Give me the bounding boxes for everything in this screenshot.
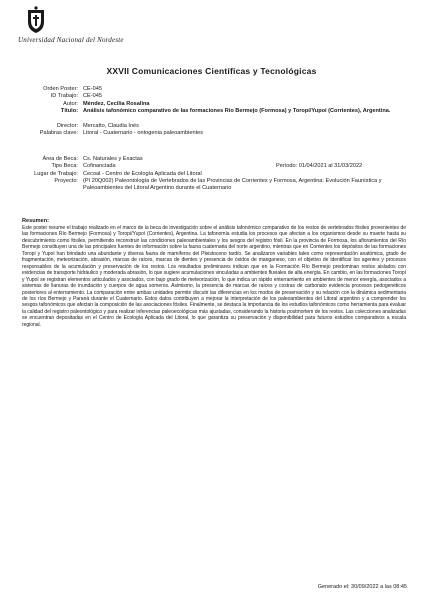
proyecto-value: (PI 20Q002) Paleontología de Vertebrados de las Provincias de Corrientes y Formosa, Argentina: Evolución Faunística y Paleoambientes del Litoral Argentino durante el Cuaternario bbox=[83, 178, 382, 192]
university-name: Universidad Nacional del Nordeste bbox=[18, 36, 124, 44]
area-label: Área de Beca: bbox=[42, 156, 78, 162]
director-value: Mercatto, Claudia Inés bbox=[83, 122, 139, 129]
abstract-section bbox=[22, 218, 406, 328]
metadata-block-main bbox=[0, 86, 423, 138]
row-palabras bbox=[0, 130, 423, 137]
row-tipo bbox=[0, 163, 423, 170]
lugar-label: Lugar de Trabajo: bbox=[34, 170, 78, 177]
abstract-text: Este poster resume el trabajo realizado en el marco de la beca de investigación sobre el análisis tafonómico comparativo de los restos de vertebrados fósiles provenientes de las formaciones Río Bermejo (Formosa) y Toropí/Yupoí (Corrientes), Argentina. La tafonomía estudia los procesos que afectan a los organismos desde su muerte hasta su descubrimiento como fósiles, permitiendo reconstruir las condiciones paleoambientales y los sesgos del registro fósil. En la provincia de Formosa, los afloramientos del Río Bermejo constituyen una de las principales fuentes de información sobre la fauna cuaternaria del norte argentino, mientras que en Corrientes los depósitos de las formaciones Toropí y Yupoí han brindado una abundante y diversa fauna de mamíferos del Pleistoceno tardío. Se analizaron variables tales como representación anatómica, grado de fragmentación, meteorización, abrasión, marcas de raíces, marcas de dientes y presencia de óxidos de manganeso, con el objetivo de identificar los agentes y procesos responsables de la acumulación y preservación de los restos. Los resultados preliminares indican que en la Formación Río Bermejo predominan restos aislados con evidencias de transporte hidráulico y moderada abrasión, lo que sugiere acumulaciones vinculadas a ambientes fluviales de alta energía. En cambio, en las formaciones Toropí y Yupoí se registran elementos articulados y asociados, con bajo grado de meteorización, lo que indica un rápido enterramiento en ambientes de menor energía, asociados a sistemas de llanuras de inundación y cuerpos de agua someros. Asimismo, la presencia de marcas de raíces y costras de carbonato evidencia procesos pedogenéticos posteriores al enterramiento. La comparación entre ambas unidades permite discutir las diferencias en los modos de preservación y su relación con la dinámica sedimentaria de los ríos Bermejo y Paraná durante el Cuaternario. Estos datos contribuyen a mejorar la interpretación de los paleoambientes del Litoral argentino y a comprender los sesgos tafonómicos que afectan la composición de las asociaciones fósiles. Finalmente, se destaca la importancia de los estudios tafonómicos como herramienta para evaluar la calidad del registro paleontológico y para realizar inferencias paleoecológicas más ajustadas, considerando la historia postmortem de los restos. Las colecciones analizadas se encuentran depositadas en el Centro de Ecología Aplicada del Litoral, lo que garantiza su preservación y disponibilidad para futuros estudios comparativos a escala regional. bbox=[22, 225, 406, 328]
footer-generated: Generado el: 30/09/2022 a las 08:45 bbox=[317, 584, 407, 590]
periodo-text bbox=[276, 163, 362, 170]
titulo-value: Análisis tafonómico comparativo de las formaciones Río Bermejo (Formosa) y Toropí/Yupoí (Corrientes), Argentina. bbox=[83, 108, 391, 115]
conference-title: XXVII Comunicaciones Científicas y Tecnológicas bbox=[106, 66, 317, 76]
proyecto-label: Proyecto: bbox=[54, 178, 78, 185]
palabras-label: Palabras clave: bbox=[39, 130, 78, 137]
abstract-label: Resumen: bbox=[22, 218, 50, 224]
row-autor bbox=[0, 101, 423, 108]
autor-value: Méndez, Cecilia Rosalina bbox=[83, 100, 150, 107]
id-value: CE-045 bbox=[83, 93, 102, 100]
titulo-label: Título: bbox=[60, 108, 78, 115]
row-titulo bbox=[0, 108, 423, 123]
row-id bbox=[0, 93, 423, 100]
periodo-label: Período: bbox=[276, 163, 298, 170]
periodo-value: 01/04/2021 al 31/03/2022 bbox=[298, 163, 363, 170]
area-value: Cs. Naturales y Exactas bbox=[83, 156, 143, 162]
row-director bbox=[0, 123, 423, 130]
row-area bbox=[0, 156, 423, 163]
university-crest-icon bbox=[26, 6, 46, 34]
row-orden bbox=[0, 86, 423, 93]
row-lugar bbox=[0, 171, 423, 178]
orden-label: Orden Poster: bbox=[43, 86, 78, 92]
orden-value: CE-045 bbox=[83, 86, 102, 92]
id-label: ID Trabajo: bbox=[50, 93, 78, 100]
lugar-value: Cecoal - Centro de Ecología Aplicada del Litoral bbox=[83, 170, 202, 177]
autor-label: Autor: bbox=[63, 100, 78, 107]
row-proyecto bbox=[0, 178, 423, 193]
palabras-value: Litoral - Cuaternario - ontogenia paleoambientes bbox=[83, 130, 204, 137]
tipo-label: Tipo Beca: bbox=[51, 163, 78, 170]
metadata-block-beca bbox=[0, 156, 423, 193]
header bbox=[18, 6, 138, 44]
director-label: Director: bbox=[56, 122, 78, 129]
tipo-value: Cofinanciada bbox=[83, 163, 116, 170]
